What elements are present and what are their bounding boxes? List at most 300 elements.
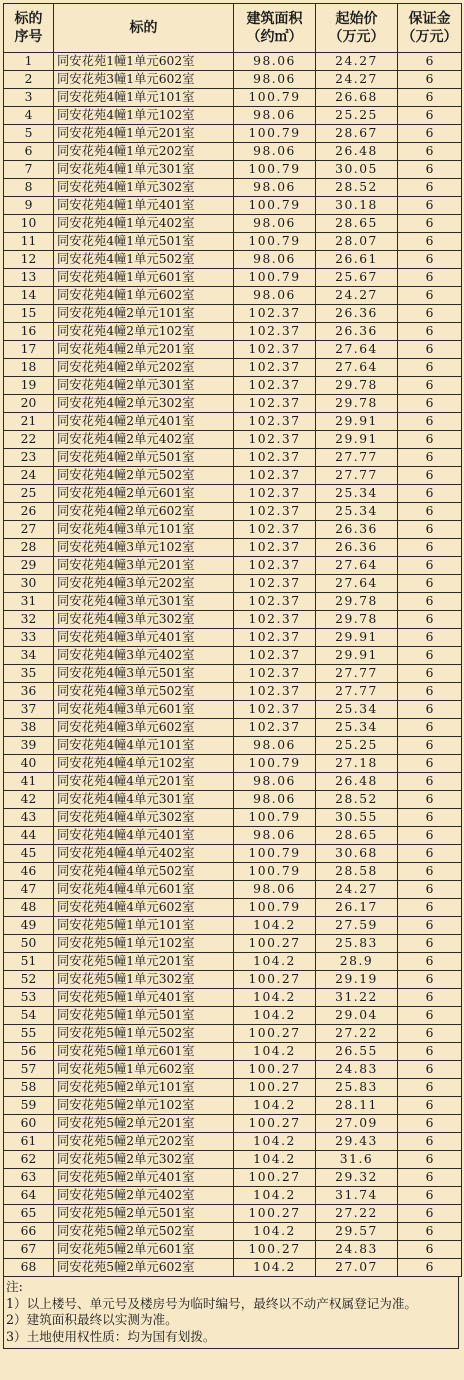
cell-deposit: 6 — [398, 575, 462, 593]
header-floor-area: 建筑面积 （约㎡） — [234, 4, 316, 53]
table-row — [4, 773, 462, 791]
cell-lot-name: 同安花苑5幢1单元302室 — [54, 971, 234, 989]
cell-lot-number: 65 — [4, 1205, 54, 1223]
cell-floor-area: 102.37 — [234, 611, 316, 629]
cell-deposit: 6 — [398, 1061, 462, 1079]
cell-lot-number: 9 — [4, 197, 54, 215]
table-row — [4, 233, 462, 251]
cell-starting-price: 30.68 — [316, 845, 398, 863]
cell-deposit: 6 — [398, 1133, 462, 1151]
cell-starting-price: 25.83 — [316, 1079, 398, 1097]
cell-lot-name: 同安花苑4幢1单元301室 — [54, 161, 234, 179]
cell-starting-price: 27.64 — [316, 557, 398, 575]
cell-starting-price: 25.34 — [316, 485, 398, 503]
cell-floor-area: 98.06 — [234, 791, 316, 809]
table-row — [4, 431, 462, 449]
cell-starting-price: 24.27 — [316, 71, 398, 89]
cell-lot-number: 15 — [4, 305, 54, 323]
cell-lot-name: 同安花苑1幢1单元602室 — [54, 53, 234, 71]
cell-lot-name: 同安花苑5幢1单元601室 — [54, 1043, 234, 1061]
cell-lot-number: 34 — [4, 647, 54, 665]
cell-deposit: 6 — [398, 269, 462, 287]
cell-starting-price: 27.64 — [316, 359, 398, 377]
table-row — [4, 755, 462, 773]
note-item: 3）土地使用权性质：均为国有划拨。 — [6, 1328, 216, 1344]
cell-lot-name: 同安花苑5幢2单元602室 — [54, 1259, 234, 1277]
table-row — [4, 737, 462, 755]
cell-lot-name: 同安花苑4幢4单元102室 — [54, 755, 234, 773]
cell-lot-name: 同安花苑5幢1单元602室 — [54, 1061, 234, 1079]
cell-floor-area: 98.06 — [234, 215, 316, 233]
cell-floor-area: 100.79 — [234, 809, 316, 827]
cell-lot-name: 同安花苑4幢2单元201室 — [54, 341, 234, 359]
cell-lot-number: 4 — [4, 107, 54, 125]
cell-lot-number: 29 — [4, 557, 54, 575]
cell-lot-number: 7 — [4, 161, 54, 179]
cell-lot-name: 同安花苑5幢2单元101室 — [54, 1079, 234, 1097]
cell-starting-price: 29.78 — [316, 377, 398, 395]
cell-lot-name: 同安花苑4幢2单元301室 — [54, 377, 234, 395]
cell-lot-number: 12 — [4, 251, 54, 269]
cell-starting-price: 31.74 — [316, 1187, 398, 1205]
header-lot-number: 标的 序号 — [4, 4, 54, 53]
cell-floor-area: 100.79 — [234, 197, 316, 215]
cell-floor-area: 100.27 — [234, 1061, 316, 1079]
cell-floor-area: 102.37 — [234, 485, 316, 503]
cell-floor-area: 102.37 — [234, 701, 316, 719]
header-deposit: 保证金 （万元） — [398, 4, 462, 53]
notes-section — [3, 1277, 459, 1349]
cell-lot-number: 23 — [4, 449, 54, 467]
cell-lot-number: 62 — [4, 1151, 54, 1169]
cell-lot-name: 同安花苑4幢3单元602室 — [54, 719, 234, 737]
cell-deposit: 6 — [398, 1025, 462, 1043]
cell-starting-price: 29.91 — [316, 629, 398, 647]
cell-deposit: 6 — [398, 503, 462, 521]
cell-lot-name: 同安花苑4幢3单元601室 — [54, 701, 234, 719]
cell-floor-area: 100.79 — [234, 233, 316, 251]
cell-lot-name: 同安花苑4幢3单元502室 — [54, 683, 234, 701]
cell-floor-area: 104.2 — [234, 1151, 316, 1169]
cell-lot-number: 58 — [4, 1079, 54, 1097]
table-row — [4, 953, 462, 971]
cell-floor-area: 98.06 — [234, 71, 316, 89]
cell-lot-number: 5 — [4, 125, 54, 143]
cell-starting-price: 25.25 — [316, 737, 398, 755]
cell-lot-number: 25 — [4, 485, 54, 503]
cell-floor-area: 100.27 — [234, 935, 316, 953]
table-row — [4, 575, 462, 593]
cell-deposit: 6 — [398, 881, 462, 899]
table-row — [4, 665, 462, 683]
listing-sheet — [3, 3, 461, 1349]
cell-starting-price: 27.22 — [316, 1205, 398, 1223]
cell-lot-name: 同安花苑5幢2单元501室 — [54, 1205, 234, 1223]
cell-floor-area: 102.37 — [234, 431, 316, 449]
cell-deposit: 6 — [398, 431, 462, 449]
cell-floor-area: 98.06 — [234, 107, 316, 125]
cell-lot-name: 同安花苑4幢1单元401室 — [54, 197, 234, 215]
cell-lot-number: 17 — [4, 341, 54, 359]
cell-lot-name: 同安花苑3幢1单元602室 — [54, 71, 234, 89]
cell-lot-name: 同安花苑5幢1单元101室 — [54, 917, 234, 935]
cell-deposit: 6 — [398, 665, 462, 683]
cell-lot-name: 同安花苑4幢2单元402室 — [54, 431, 234, 449]
cell-deposit: 6 — [398, 557, 462, 575]
cell-deposit: 6 — [398, 395, 462, 413]
table-row — [4, 269, 462, 287]
cell-floor-area: 102.37 — [234, 665, 316, 683]
cell-deposit: 6 — [398, 539, 462, 557]
cell-lot-name: 同安花苑5幢2单元102室 — [54, 1097, 234, 1115]
cell-floor-area: 104.2 — [234, 1223, 316, 1241]
cell-starting-price: 24.83 — [316, 1241, 398, 1259]
cell-lot-name: 同安花苑4幢2单元101室 — [54, 305, 234, 323]
cell-lot-number: 56 — [4, 1043, 54, 1061]
cell-lot-name: 同安花苑4幢3单元301室 — [54, 593, 234, 611]
cell-deposit: 6 — [398, 683, 462, 701]
cell-floor-area: 102.37 — [234, 341, 316, 359]
cell-lot-name: 同安花苑4幢3单元202室 — [54, 575, 234, 593]
cell-starting-price: 26.48 — [316, 773, 398, 791]
cell-deposit: 6 — [398, 377, 462, 395]
table-row — [4, 791, 462, 809]
cell-starting-price: 28.52 — [316, 791, 398, 809]
cell-starting-price: 29.04 — [316, 1007, 398, 1025]
cell-lot-number: 63 — [4, 1169, 54, 1187]
cell-starting-price: 28.65 — [316, 215, 398, 233]
table-row — [4, 503, 462, 521]
cell-floor-area: 98.06 — [234, 773, 316, 791]
cell-lot-number: 38 — [4, 719, 54, 737]
table-row — [4, 161, 462, 179]
cell-starting-price: 29.19 — [316, 971, 398, 989]
cell-floor-area: 102.37 — [234, 413, 316, 431]
cell-lot-name: 同安花苑4幢1单元102室 — [54, 107, 234, 125]
cell-deposit: 6 — [398, 1205, 462, 1223]
cell-starting-price: 27.77 — [316, 683, 398, 701]
table-row — [4, 449, 462, 467]
cell-floor-area: 100.79 — [234, 755, 316, 773]
cell-starting-price: 28.9 — [316, 953, 398, 971]
header-starting-price: 起始价 （万元） — [316, 4, 398, 53]
table-row — [4, 467, 462, 485]
cell-deposit: 6 — [398, 773, 462, 791]
cell-starting-price: 25.34 — [316, 719, 398, 737]
cell-deposit: 6 — [398, 971, 462, 989]
cell-lot-number: 44 — [4, 827, 54, 845]
cell-floor-area: 100.27 — [234, 1169, 316, 1187]
cell-floor-area: 102.37 — [234, 683, 316, 701]
table-row — [4, 1079, 462, 1097]
cell-starting-price: 25.83 — [316, 935, 398, 953]
table-row — [4, 521, 462, 539]
cell-lot-name: 同安花苑5幢2单元302室 — [54, 1151, 234, 1169]
table-row — [4, 881, 462, 899]
cell-lot-number: 14 — [4, 287, 54, 305]
cell-floor-area: 102.37 — [234, 395, 316, 413]
table-row — [4, 809, 462, 827]
table-row — [4, 971, 462, 989]
cell-lot-number: 32 — [4, 611, 54, 629]
cell-lot-number: 64 — [4, 1187, 54, 1205]
cell-deposit: 6 — [398, 1223, 462, 1241]
cell-deposit: 6 — [398, 161, 462, 179]
table-row — [4, 701, 462, 719]
cell-lot-number: 60 — [4, 1115, 54, 1133]
cell-lot-name: 同安花苑4幢1单元602室 — [54, 287, 234, 305]
cell-floor-area: 100.27 — [234, 1079, 316, 1097]
cell-lot-name: 同安花苑5幢1单元201室 — [54, 953, 234, 971]
table-row — [4, 89, 462, 107]
cell-lot-number: 48 — [4, 899, 54, 917]
table-row — [4, 305, 462, 323]
cell-floor-area: 98.06 — [234, 737, 316, 755]
cell-floor-area: 100.79 — [234, 125, 316, 143]
cell-lot-name: 同安花苑4幢1单元601室 — [54, 269, 234, 287]
cell-deposit: 6 — [398, 1187, 462, 1205]
cell-lot-name: 同安花苑4幢4单元302室 — [54, 809, 234, 827]
cell-lot-name: 同安花苑4幢3单元501室 — [54, 665, 234, 683]
cell-deposit: 6 — [398, 611, 462, 629]
cell-starting-price: 31.22 — [316, 989, 398, 1007]
cell-lot-number: 11 — [4, 233, 54, 251]
cell-lot-name: 同安花苑4幢4单元201室 — [54, 773, 234, 791]
cell-deposit: 6 — [398, 953, 462, 971]
cell-deposit: 6 — [398, 521, 462, 539]
cell-starting-price: 29.43 — [316, 1133, 398, 1151]
cell-starting-price: 27.77 — [316, 467, 398, 485]
cell-lot-number: 66 — [4, 1223, 54, 1241]
table-row — [4, 989, 462, 1007]
table-row — [4, 485, 462, 503]
cell-lot-name: 同安花苑5幢2单元202室 — [54, 1133, 234, 1151]
cell-starting-price: 26.36 — [316, 539, 398, 557]
cell-lot-number: 61 — [4, 1133, 54, 1151]
cell-starting-price: 26.68 — [316, 89, 398, 107]
cell-starting-price: 26.17 — [316, 899, 398, 917]
cell-deposit: 6 — [398, 827, 462, 845]
cell-lot-number: 16 — [4, 323, 54, 341]
cell-deposit: 6 — [398, 413, 462, 431]
cell-floor-area: 98.06 — [234, 143, 316, 161]
cell-starting-price: 25.34 — [316, 701, 398, 719]
cell-deposit: 6 — [398, 323, 462, 341]
cell-floor-area: 104.2 — [234, 989, 316, 1007]
cell-lot-number: 3 — [4, 89, 54, 107]
cell-floor-area: 102.37 — [234, 575, 316, 593]
cell-starting-price: 31.6 — [316, 1151, 398, 1169]
table-row — [4, 395, 462, 413]
table-row — [4, 125, 462, 143]
cell-lot-number: 36 — [4, 683, 54, 701]
table-row — [4, 827, 462, 845]
cell-lot-name: 同安花苑4幢4单元401室 — [54, 827, 234, 845]
cell-lot-number: 10 — [4, 215, 54, 233]
cell-starting-price: 25.34 — [316, 503, 398, 521]
cell-lot-number: 22 — [4, 431, 54, 449]
cell-floor-area: 102.37 — [234, 323, 316, 341]
cell-deposit: 6 — [398, 701, 462, 719]
cell-lot-name: 同安花苑4幢3单元201室 — [54, 557, 234, 575]
table-row — [4, 1133, 462, 1151]
cell-lot-number: 28 — [4, 539, 54, 557]
cell-lot-number: 20 — [4, 395, 54, 413]
table-row — [4, 1187, 462, 1205]
cell-lot-name: 同安花苑4幢1单元201室 — [54, 125, 234, 143]
cell-lot-number: 18 — [4, 359, 54, 377]
table-row — [4, 593, 462, 611]
cell-starting-price: 29.91 — [316, 647, 398, 665]
cell-lot-number: 27 — [4, 521, 54, 539]
cell-deposit: 6 — [398, 791, 462, 809]
cell-lot-name: 同安花苑4幢3单元101室 — [54, 521, 234, 539]
cell-deposit: 6 — [398, 1259, 462, 1277]
cell-lot-name: 同安花苑4幢1单元101室 — [54, 89, 234, 107]
cell-floor-area: 100.27 — [234, 1241, 316, 1259]
cell-deposit: 6 — [398, 989, 462, 1007]
cell-lot-number: 6 — [4, 143, 54, 161]
table-row — [4, 719, 462, 737]
cell-starting-price: 26.36 — [316, 305, 398, 323]
cell-lot-number: 19 — [4, 377, 54, 395]
cell-lot-number: 46 — [4, 863, 54, 881]
cell-floor-area: 102.37 — [234, 359, 316, 377]
cell-starting-price: 27.64 — [316, 575, 398, 593]
cell-lot-number: 39 — [4, 737, 54, 755]
cell-floor-area: 102.37 — [234, 377, 316, 395]
cell-deposit: 6 — [398, 1151, 462, 1169]
cell-floor-area: 104.2 — [234, 1133, 316, 1151]
table-row — [4, 1151, 462, 1169]
cell-lot-number: 68 — [4, 1259, 54, 1277]
cell-lot-name: 同安花苑5幢1单元501室 — [54, 1007, 234, 1025]
table-row — [4, 1205, 462, 1223]
cell-lot-number: 40 — [4, 755, 54, 773]
cell-lot-name: 同安花苑5幢1单元502室 — [54, 1025, 234, 1043]
cell-starting-price: 24.27 — [316, 287, 398, 305]
cell-starting-price: 28.67 — [316, 125, 398, 143]
cell-floor-area: 104.2 — [234, 1097, 316, 1115]
table-row — [4, 197, 462, 215]
cell-starting-price: 24.83 — [316, 1061, 398, 1079]
table-row — [4, 107, 462, 125]
cell-starting-price: 26.61 — [316, 251, 398, 269]
cell-starting-price: 29.32 — [316, 1169, 398, 1187]
cell-lot-number: 49 — [4, 917, 54, 935]
cell-floor-area: 98.06 — [234, 179, 316, 197]
cell-deposit: 6 — [398, 71, 462, 89]
cell-deposit: 6 — [398, 143, 462, 161]
cell-deposit: 6 — [398, 359, 462, 377]
cell-floor-area: 100.79 — [234, 161, 316, 179]
cell-floor-area: 98.06 — [234, 827, 316, 845]
cell-lot-name: 同安花苑4幢1单元501室 — [54, 233, 234, 251]
cell-deposit: 6 — [398, 251, 462, 269]
cell-lot-number: 21 — [4, 413, 54, 431]
table-row — [4, 935, 462, 953]
table-row — [4, 71, 462, 89]
cell-lot-number: 2 — [4, 71, 54, 89]
cell-lot-name: 同安花苑4幢1单元202室 — [54, 143, 234, 161]
cell-deposit: 6 — [398, 341, 462, 359]
table-row — [4, 1007, 462, 1025]
cell-lot-name: 同安花苑4幢4单元502室 — [54, 863, 234, 881]
table-row — [4, 413, 462, 431]
table-row — [4, 845, 462, 863]
cell-deposit: 6 — [398, 1115, 462, 1133]
cell-lot-number: 42 — [4, 791, 54, 809]
cell-deposit: 6 — [398, 593, 462, 611]
cell-floor-area: 104.2 — [234, 917, 316, 935]
cell-floor-area: 100.79 — [234, 863, 316, 881]
cell-starting-price: 25.25 — [316, 107, 398, 125]
cell-lot-name: 同安花苑5幢2单元502室 — [54, 1223, 234, 1241]
cell-starting-price: 29.91 — [316, 413, 398, 431]
table-row — [4, 143, 462, 161]
cell-lot-name: 同安花苑4幢1单元502室 — [54, 251, 234, 269]
cell-lot-number: 8 — [4, 179, 54, 197]
cell-starting-price: 28.52 — [316, 179, 398, 197]
table-row — [4, 917, 462, 935]
cell-starting-price: 29.57 — [316, 1223, 398, 1241]
cell-floor-area: 102.37 — [234, 719, 316, 737]
cell-deposit: 6 — [398, 629, 462, 647]
table-row — [4, 1223, 462, 1241]
table-row — [4, 251, 462, 269]
cell-floor-area: 104.2 — [234, 1007, 316, 1025]
table-row — [4, 1025, 462, 1043]
cell-deposit: 6 — [398, 719, 462, 737]
cell-starting-price: 28.07 — [316, 233, 398, 251]
cell-floor-area: 98.06 — [234, 53, 316, 71]
cell-floor-area: 102.37 — [234, 503, 316, 521]
cell-floor-area: 102.37 — [234, 449, 316, 467]
table-row — [4, 611, 462, 629]
table-row — [4, 629, 462, 647]
cell-starting-price: 27.64 — [316, 341, 398, 359]
cell-floor-area: 100.27 — [234, 1115, 316, 1133]
cell-lot-name: 同安花苑4幢3单元401室 — [54, 629, 234, 647]
table-row — [4, 1241, 462, 1259]
table-row — [4, 899, 462, 917]
cell-lot-number: 53 — [4, 989, 54, 1007]
cell-floor-area: 104.2 — [234, 1043, 316, 1061]
cell-deposit: 6 — [398, 1241, 462, 1259]
cell-deposit: 6 — [398, 215, 462, 233]
table-row — [4, 1043, 462, 1061]
notes-title: 注: — [6, 1279, 23, 1294]
cell-starting-price: 29.78 — [316, 611, 398, 629]
table-row — [4, 287, 462, 305]
cell-lot-number: 26 — [4, 503, 54, 521]
cell-starting-price: 26.48 — [316, 143, 398, 161]
cell-deposit: 6 — [398, 917, 462, 935]
cell-floor-area: 98.06 — [234, 881, 316, 899]
cell-floor-area: 104.2 — [234, 1187, 316, 1205]
cell-deposit: 6 — [398, 845, 462, 863]
cell-starting-price: 29.78 — [316, 593, 398, 611]
cell-deposit: 6 — [398, 449, 462, 467]
cell-lot-name: 同安花苑4幢2单元602室 — [54, 503, 234, 521]
cell-lot-name: 同安花苑5幢2单元402室 — [54, 1187, 234, 1205]
cell-deposit: 6 — [398, 1097, 462, 1115]
note-item: 1）以上楼号、单元号及楼房号为临时编号，最终以不动产权属登记为准。 — [6, 1295, 418, 1311]
cell-deposit: 6 — [398, 179, 462, 197]
cell-deposit: 6 — [398, 863, 462, 881]
table-row — [4, 539, 462, 557]
cell-deposit: 6 — [398, 485, 462, 503]
